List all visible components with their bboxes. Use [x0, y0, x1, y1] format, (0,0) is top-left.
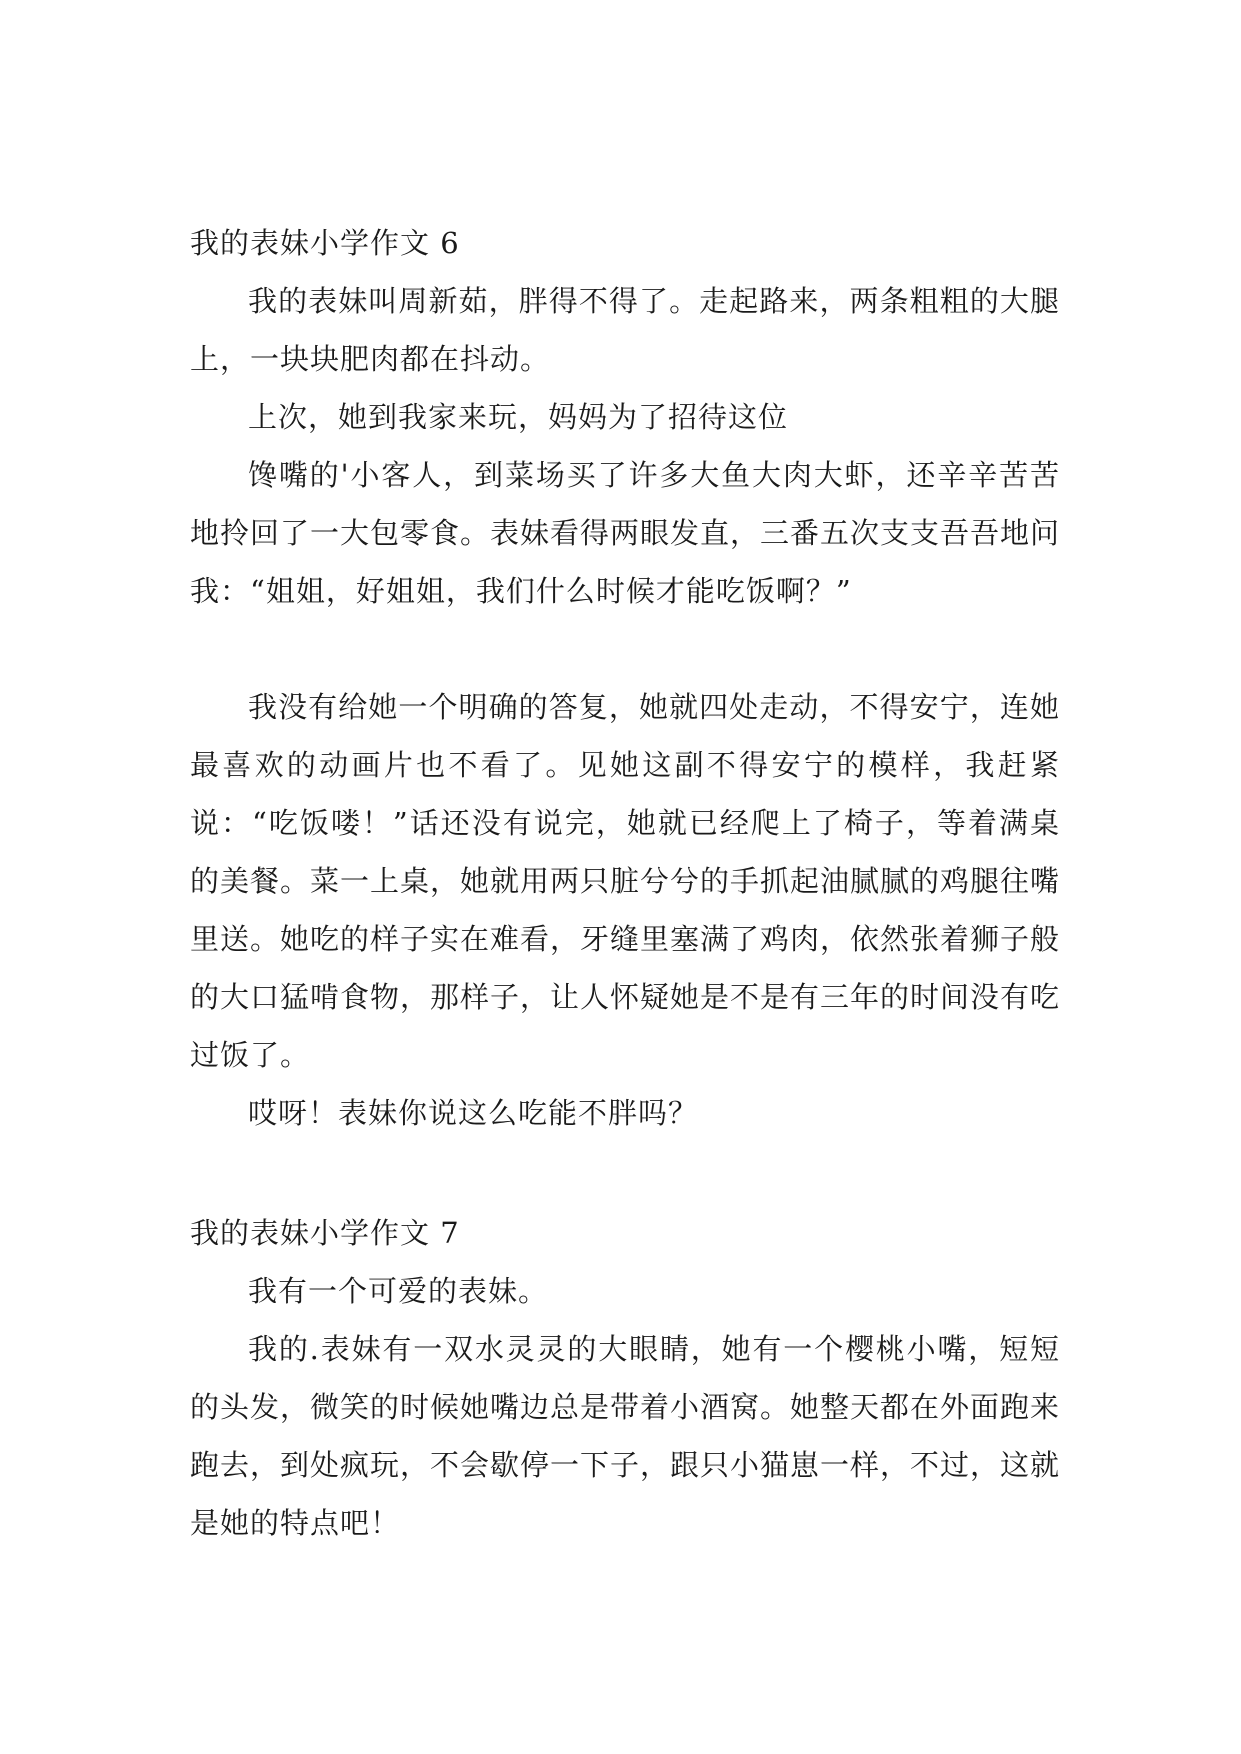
essay-7-paragraph-1: 我有一个可爱的表妹。: [248, 1274, 549, 1308]
essay-6-paragraph-5: 哎呀！表妹你说这么吃能不胖吗？: [248, 1096, 699, 1130]
essay-6-paragraph-2: 上次，她到我家来玩，妈妈为了招待这位: [248, 400, 789, 434]
essay-6-paragraph-4: 我没有给她一个明确的答复，她就四处走动，不得安宁，连她最喜欢的动画片也不看了。见她这副不得安宁的模样，我赶紧说：“吃饭喽！”话还没有说完，她就已经爬上了椅子，等着满桌的美餐。菜一上桌，她就用两只脏兮兮的手抓起油腻腻的鸡腿往嘴里送。她吃的样子实在难看，牙缝里塞满了鸡肉，依然张着狮子般的大口猛啃食物，那样子，让人怀疑她是不是有三年的时间没有吃过饭了。: [190, 690, 1061, 1072]
essay-7-title: 我的表妹小学作文 7: [190, 1216, 460, 1250]
essay-7-paragraph-2: 我的.表妹有一双水灵灵的大眼睛，她有一个樱桃小嘴，短短的头发，微笑的时候她嘴边总是带着小酒窝。她整天都在外面跑来跑去，到处疯玩，不会歇停一下子，跟只小猫崽一样，不过，这就是她的特点吧！: [190, 1332, 1061, 1540]
essay-6-title: 我的表妹小学作文 6: [190, 226, 460, 260]
essay-6-paragraph-1: 我的表妹叫周新茹，胖得不得了。走起路来，两条粗粗的大腿上，一块块肥肉都在抖动。: [190, 284, 1060, 376]
essay-6-paragraph-3: 馋嘴的'小客人，到菜场买了许多大鱼大肉大虾，还辛辛苦苦地拎回了一大包零食。表妹看得两眼发直，三番五次支支吾吾地问我：“姐姐，好姐姐，我们什么时候才能吃饭啊？”: [190, 458, 1061, 608]
